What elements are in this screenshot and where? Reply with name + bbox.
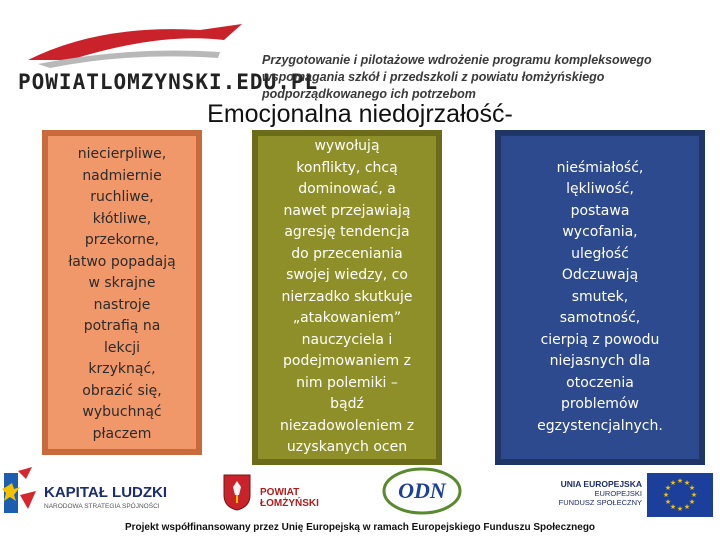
svg-text:★: ★ [676,477,684,485]
column-text: nieśmiałość, lękliwość, postawa wycofania, uległość Odczuwają smutek, samotność, cierpią z powodu niejasnych dla otoczenia problemów egzystencjalnych. [537,159,663,434]
svg-text:★: ★ [683,479,691,487]
site-logo [10,18,319,98]
svg-text:★: ★ [669,503,677,511]
powiat-name: POWIAT ŁOMŻYŃSKI [260,487,319,509]
column-text: wywołują konflikty, chcą dominować, a nawet przejawiają agresję tendencja do przeceniania swojej wiedzy, co nierzadko skutkuje „atakowaniem” nauczyciela i podejmowaniem z nim polemiki – bądź niezadowoleniem z uzyskanych ocen [279,138,415,456]
column-text: niecierpliwe, nadmiernie ruchliwe, kłótliwe, przekorne, łatwo popadają w skrajne nastroje potrafią na lekcji krzyknąć, obrazić się, wybuchnąć płaczem [68,146,176,442]
svg-text:★: ★ [676,505,684,513]
cofinancing-note: Projekt współfinansowany przez Unię Europejską w ramach Europejskiego Funduszu Społecznego [124,522,596,533]
svg-text:★: ★ [662,491,670,499]
column-shyness-traits [495,130,705,465]
svg-text:★: ★ [683,503,691,511]
kapital-ludzki-name: KAPITAŁ LUDZKI [44,484,168,501]
header [0,0,720,100]
odn-logo-icon [380,465,465,517]
svg-text:★: ★ [688,484,696,492]
svg-text:★: ★ [690,491,698,499]
svg-text:★: ★ [664,484,672,492]
eu-flag-icon [647,473,713,517]
kapital-ludzki-logo-icon [2,465,40,517]
svg-text:★: ★ [664,498,672,506]
svg-text:★: ★ [669,479,677,487]
column-impatient-traits [42,130,202,455]
kapital-ludzki-subtitle: NARODOWA STRATEGIA SPÓJNOŚCI [44,503,160,510]
footer [0,465,720,540]
svg-text:ODN: ODN [398,478,446,503]
svg-text:★: ★ [688,498,696,506]
column-conflict-traits [252,130,442,465]
project-title: Przygotowanie i pilotażowe wdrożenie programu kompleksowego wspomagania szkół i przedszkoli z powiatu łomżyńskiego podporządkowanego ich potrzebom [262,53,652,101]
powiat-crest-icon [222,473,252,511]
slide-title: Emocjonalna niedojrzałość- [207,100,513,128]
logo-text: POWIATLOMZYNSKI.EDU.PL [18,70,319,94]
ue-text: UNIA EUROPEJSKA EUROPEJSKI FUNDUSZ SPOŁECZNY [558,479,642,507]
